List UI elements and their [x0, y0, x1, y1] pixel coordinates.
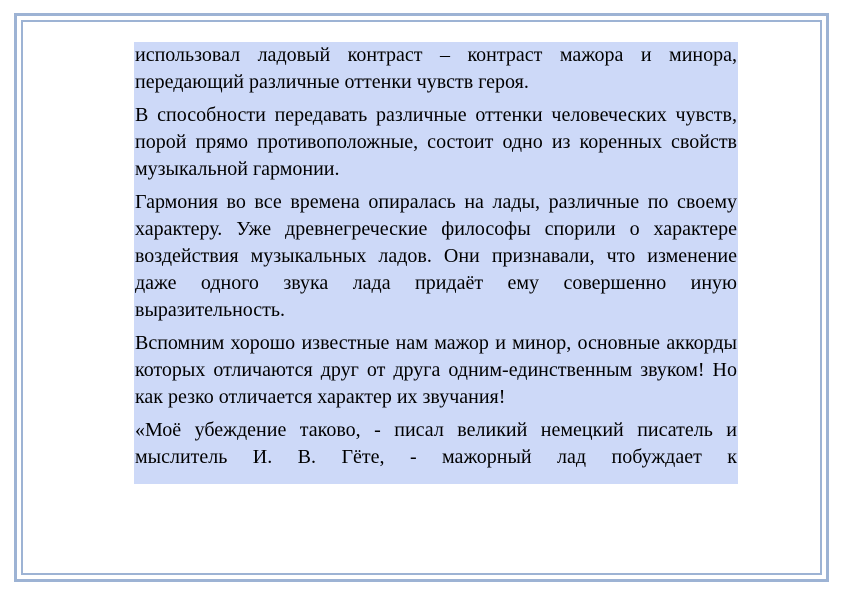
paragraph-5: «Моё убеждение таково, - писал великий немецкий писатель и мыслитель И. В. Гёте, - мажорный лад побуждает к: [135, 419, 737, 468]
paragraph-3: Гармония во все времена опиралась на лады, различные по своему характеру. Уже древнегреческие философы спорили о характере воздействия музыкальных ладов. Они признавали, что изменение даже одного звука лада придаёт ему совершенно иную выразительность.: [135, 191, 737, 321]
text-block: [134, 42, 738, 484]
paragraph-1: использовал ладовый контраст – контраст мажора и минора, передающий различные оттенки чувств героя.: [135, 44, 737, 93]
paragraph-2: В способности передавать различные оттенки человеческих чувств, порой прямо противоположные, состоит одно из коренных свойств музыкальной гармонии.: [135, 104, 737, 180]
paragraph-4: Вспомним хорошо известные нам мажор и минор, основные аккорды которых отличаются друг от друга одним-единственным звуком! Но как резко отличается характер их звучания!: [135, 332, 737, 408]
